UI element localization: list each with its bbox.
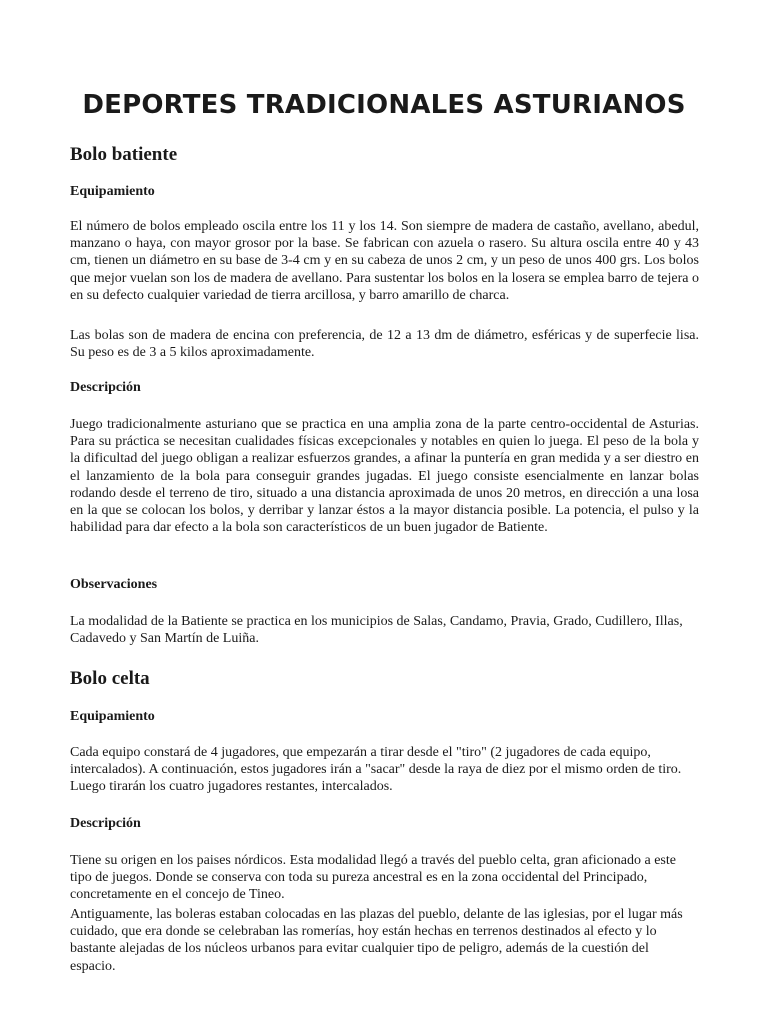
heading-descripcion-batiente: Descripción	[70, 380, 141, 395]
paragraph-descripcion-batiente: Juego tradicionalmente asturiano que se practica en una amplia zona de la parte centro-occidental de Asturias. Para su práctica se necesitan cualidades físicas excepcionales y notables en quien lo juega. El peso de la bola y la dificultad del juego obligan a realizar esfuerzos grandes, a afinar la puntería en gran medida y a ser diestro en el lanzamiento de la bola para conseguir grandes jugadas. El juego consiste esencialmente en lanzar bolas rodando desde el terreno de tiro, situado a una distancia aproximada de unos 20 metros, en dirección a una losa en la que se colocan los bolos, y derribar y lanzar éstos a la mayor distancia posible. La potencia, el pulso y la habilidad para dar efecto a la bola son característicos de un buen jugador de Batiente.	[70, 417, 699, 536]
paragraph-observaciones-batiente: La modalidad de la Batiente se practica en los municipios de Salas, Candamo, Pravia, Grado, Cudillero, Illas, Cadavedo y San Martín de Luiña.	[70, 614, 683, 647]
heading-observaciones-batiente: Observaciones	[70, 577, 158, 592]
paragraph-descripcion-celta-2: Antiguamente, las boleras estaban colocadas en las plazas del pueblo, delante de las iglesias, por el lugar más cuidado, que era donde se celebraban las romerías, hoy están hechas en terrenos destinados al efecto y lo bastante alejadas de los núcleos urbanos para evitar cualquier tipo de peligro, además de la cuestión del espacio.	[70, 907, 683, 974]
heading-equipamiento-batiente: Equipamiento	[70, 184, 155, 199]
document-title: DEPORTES TRADICIONALES ASTURIANOS	[82, 90, 686, 120]
paragraph-equipamiento-batiente-2: Las bolas son de madera de encina con preferencia, de 12 a 13 dm de diámetro, esféricas y de superfecie lisa. Su peso es de 3 a 5 kilos aproximadamente.	[70, 328, 699, 361]
section-title-bolo-celta: Bolo celta	[70, 668, 150, 689]
section-title-bolo-batiente: Bolo batiente	[70, 144, 178, 165]
heading-descripcion-celta: Descripción	[70, 816, 141, 831]
paragraph-descripcion-celta: Tiene su origen en los paises nórdicos. Esta modalidad llegó a través del pueblo celta, gran aficionado a este tipo de juegos. Donde se conserva con toda su pureza ancestral es en la zona occidental del Principado, concretamente en el concejo de Tineo.	[70, 853, 676, 903]
paragraph-equipamiento-batiente: El número de bolos empleado oscila entre los 11 y los 14. Son siempre de madera de castaño, avellano, abedul, manzano o haya, con mayor grosor por la base. Se fabrican con azuela o rasero. Su altura oscila entre 40 y 43 cm, tienen un diámetro en su base de 3-4 cm y en su cabeza de unos 2 cm, y un peso de unos 400 grs. Los bolos que mejor vuelan son los de madera de avellano. Para sustentar los bolos en la losera se emplea barro de tejera o en su defecto cualquier variedad de tierra arcillosa, y barro amarillo de charca.	[70, 219, 699, 303]
paragraph-equipamiento-celta: Cada equipo constará de 4 jugadores, que empezarán a tirar desde el "tiro" (2 jugadores de cada equipo, intercalados). A continuación, estos jugadores irán a "sacar" desde la raya de diez por el mismo orden de tiro. Luego tirarán los cuatro jugadores restantes, intercalados.	[70, 745, 682, 795]
heading-equipamiento-celta: Equipamiento	[70, 709, 155, 724]
